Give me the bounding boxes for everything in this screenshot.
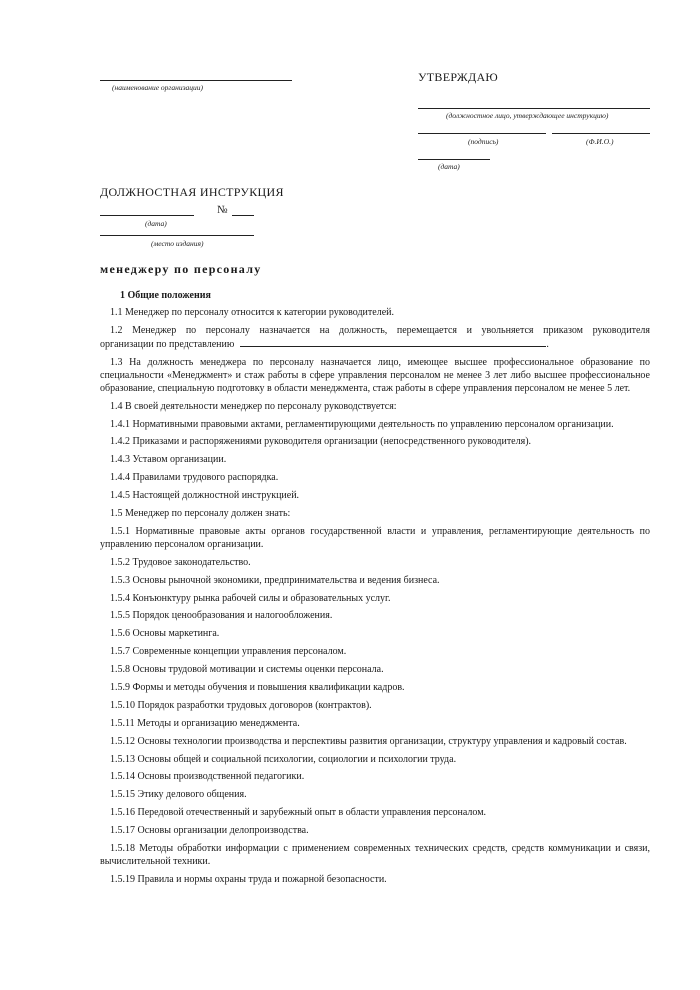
paragraph-1-5: 1.5 Менеджер по персоналу должен знать: [110,508,291,520]
approval-date-line [418,159,490,160]
approval-date-caption: (дата) [438,162,460,171]
paragraph-1-5-10: 1.5.10 Порядок разработки трудовых договоров (контрактов). [110,699,372,711]
document-title: ДОЛЖНОСТНАЯ ИНСТРУКЦИЯ [100,185,284,199]
approver-signature-caption: (подпись) [468,137,499,146]
document-subject: менеджеру по персоналу [100,262,262,276]
paragraph-1-5-17: 1.5.17 Основы организации делопроизводства. [110,825,309,837]
paragraph-1-5-13: 1.5.13 Основы общей и социальной психологии, социологии и психологии труда. [110,753,457,765]
paragraph-1-5-14: 1.5.14 Основы производственной педагогики. [110,771,305,783]
paragraph-1-5-6: 1.5.6 Основы маркетинга. [110,628,220,640]
paragraph-1-5-4: 1.5.4 Конъюнктуру рынка рабочей силы и образовательных услуг. [110,592,391,604]
paragraph-1-2-line-2 [100,337,650,351]
paragraph-1-4-4: 1.4.4 Правилами трудового распорядка. [110,472,279,484]
approver-position-caption: (должностное лицо, утверждающее инструкцию) [446,111,609,120]
representation-fill-line [240,337,546,347]
document-body [100,289,650,891]
approver-name-caption: (Ф.И.О.) [586,137,614,146]
paragraph-1-2 [100,324,650,351]
organization-name-line [100,80,292,81]
paragraph-1-5-7: 1.5.7 Современные концепции управления персоналом. [110,646,347,658]
paragraph-1-5-9: 1.5.9 Формы и методы обучения и повышения квалификации кадров. [110,682,405,694]
approve-title: УТВЕРЖДАЮ [418,70,499,84]
paragraph-1-5-8: 1.5.8 Основы трудовой мотивации и системы оценки персонала. [110,664,384,676]
paragraph-1-4-2: 1.4.2 Приказами и распоряжениями руководителя организации (непосредственного руководителя). [110,436,532,448]
section-title: 1 Общие положения [120,290,211,301]
paragraph-1-5-3: 1.5.3 Основы рыночной экономики, предпринимательства и ведения бизнеса. [110,574,440,586]
paragraph-1-5-19: 1.5.19 Правила и нормы охраны труда и пожарной безопасности. [110,873,387,885]
paragraph-1-3: 1.3 На должность менеджера по персоналу назначается лицо, имеющее высшее профессиональное образование по специальности «Менеджмент» и стаж работы в сфере управления персоналом не менее 3 лет либо высшее профессиональное образование, специальную подготовку в области менеджмента, стаж работы в сфере управления персоналом не менее 5 лет. [100,356,650,394]
paragraph-1-5-5: 1.5.5 Порядок ценообразования и налогообложения. [110,610,333,622]
paragraph-1-5-11: 1.5.11 Методы и организацию менеджмента. [110,717,300,729]
document-number-line [232,215,254,216]
approver-signature-line [418,133,546,134]
paragraph-1-5-1: 1.5.1 Нормативные правовые акты органов государственной власти и управления, регламентирующие деятельность по управлению персоналом организации. [100,525,650,550]
paragraph-1-2-line-1: 1.2 Менеджер по персоналу назначается на должность, перемещается и увольняется приказом руководителя [110,324,650,336]
paragraph-1-5-2: 1.5.2 Трудовое законодательство. [110,556,251,568]
paragraph-1-5-16: 1.5.16 Передовой отечественный и зарубежный опыт в области управления персоналом. [110,807,487,819]
paragraph-1-4: 1.4 В своей деятельности менеджер по персоналу руководствуется: [110,400,397,412]
document-number-sign: № [217,204,228,216]
paragraph-1-2-text: организации по представлению [100,338,235,350]
paragraph-1-5-15: 1.5.15 Этику делового общения. [110,789,247,801]
paragraph-1-2-end: . [546,338,549,350]
paragraph-1-1: 1.1 Менеджер по персоналу относится к категории руководителей. [110,307,394,318]
place-of-issue-line [100,235,254,236]
organization-caption: (наименование организации) [112,83,204,92]
paragraph-1-4-5: 1.4.5 Настоящей должностной инструкцией. [110,490,300,502]
document-date-caption: (дата) [145,219,167,228]
paragraph-1-4-1: 1.4.1 Нормативными правовыми актами, регламентирующими деятельность по управлению персоналом организации. [110,418,614,430]
approver-name-line [552,133,650,134]
paragraph-1-4-3: 1.4.3 Уставом организации. [110,454,227,466]
document-date-line [100,215,194,216]
place-of-issue-caption: (место издания) [151,239,204,248]
paragraph-1-5-18: 1.5.18 Методы обработки информации с применением современных технических средств, средств коммуникации и связи, вычислительной техники. [100,843,650,868]
approver-position-line [418,108,650,109]
paragraph-1-5-12: 1.5.12 Основы технологии производства и перспективы развития организации, структуру управления и кадровый состав. [110,735,627,747]
